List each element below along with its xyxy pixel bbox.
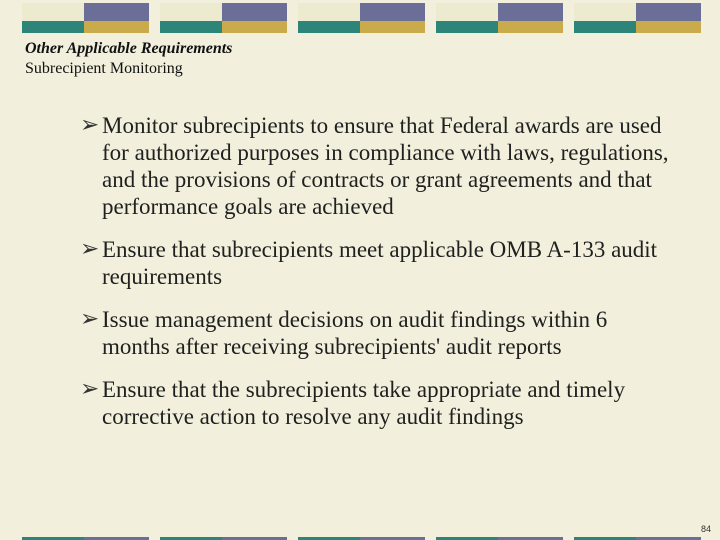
slide-subtitle: Subrecipient Monitoring [25, 60, 183, 77]
band-cream-block [574, 3, 636, 21]
bullet-list [80, 112, 680, 446]
bullet-item [80, 306, 680, 360]
slide-title: Other Applicable Requirements [25, 40, 233, 57]
arrow-right-icon: ➢ [80, 306, 100, 332]
band-purple-block [636, 3, 701, 21]
band-teal-block [436, 21, 498, 33]
band-teal-block [22, 21, 84, 33]
arrow-right-icon: ➢ [80, 376, 100, 402]
band-cream-block [22, 3, 84, 21]
band-teal-block [574, 21, 636, 33]
arrow-right-icon: ➢ [80, 236, 100, 262]
band-purple-block [498, 3, 563, 21]
top-band-pattern [0, 3, 720, 33]
slide-header [25, 39, 232, 79]
bottom-decorative-band [0, 532, 720, 540]
band-cream-block [160, 3, 222, 21]
bullet-item [80, 112, 680, 220]
band-cream-block [436, 3, 498, 21]
band-gold-block [360, 21, 425, 33]
band-purple-block [84, 3, 149, 21]
bullet-text: Monitor subrecipients to ensure that Federal awards are used for authorized purposes in compliance with laws, regulations, and the provisions of contracts or grant agreements and that performance goals are achieved [102, 113, 669, 219]
band-teal-block [160, 21, 222, 33]
band-teal-block [298, 21, 360, 33]
band-gold-block [498, 21, 563, 33]
bullet-item [80, 376, 680, 430]
band-purple-block [222, 3, 287, 21]
page-number: 84 [701, 524, 712, 534]
band-gold-block [84, 21, 149, 33]
top-decorative-band [0, 3, 720, 33]
band-gold-block [636, 21, 701, 33]
band-gold-block [222, 21, 287, 33]
bullet-item [80, 236, 680, 290]
bullet-text: Ensure that subrecipients meet applicable OMB A-133 audit requirements [102, 237, 658, 289]
bullet-text: Issue management decisions on audit findings within 6 months after receiving subrecipients' audit reports [102, 307, 608, 359]
band-cream-block [298, 3, 360, 21]
band-purple-block [360, 3, 425, 21]
arrow-right-icon: ➢ [80, 112, 100, 138]
bullet-text: Ensure that the subrecipients take appropriate and timely corrective action to resolve any audit findings [102, 377, 626, 429]
